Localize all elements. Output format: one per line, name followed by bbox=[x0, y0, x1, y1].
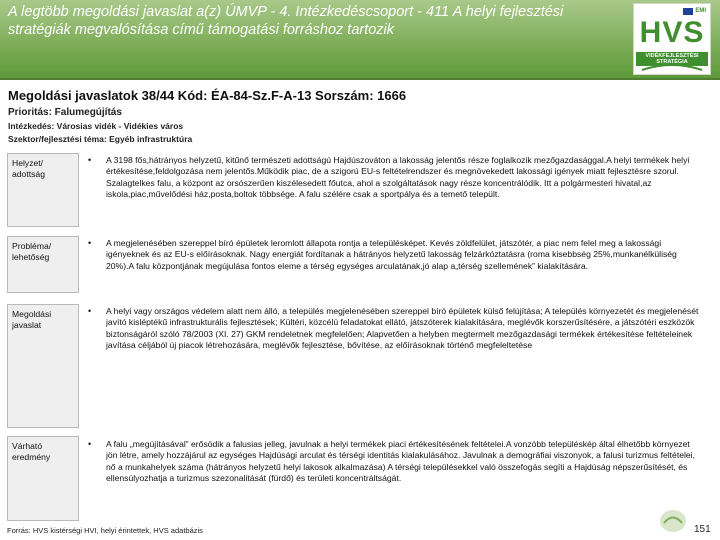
leaf-icon bbox=[640, 62, 704, 72]
header-title: A legtöbb megoldási javaslat a(z) ÚMVP - 4. Intézkedéscsoport - 411 A helyi fejlesztési stratégiák megvalósítása című támogatási forráshoz tartozik bbox=[8, 4, 564, 38]
row-text-result-content: A falu „megújításával” erősödik a falusias jelleg, javulnak a helyi termékek piaci értékesítésének feltételei.A vonzóbb településkép által élhetőbb környezet jön létre, amely hozzájárul az egységes Hajdúsági arculat és térségi identitás kialakulásához. Javulnak a demográfiai viszonyok, a falusi turizmus feltételei, nő a munkahelyek száma (hátrányos helyzetű helyi lakosok alkalmazása) A térségi településekkel való összefogás segíti a Hajdúság népszerűsítését, és ellensúlyozhatja a turizmus szezonalitását (fürdő) és területi koncentráltságát. bbox=[106, 439, 695, 483]
footer-source: Forrás: HVS kistérségi HVI, helyi érintettek, HVS adatbázis bbox=[7, 526, 203, 535]
logo-sub-text: VIDÉKFEJLESZTÉSI STRATÉGIA bbox=[636, 52, 708, 66]
bullet-icon: • bbox=[88, 155, 92, 165]
row-label-result: Várható eredmény bbox=[7, 436, 79, 521]
priority-line: Prioritás: Falumegújítás bbox=[8, 107, 122, 118]
row-text-solution-content: A helyi vagy országos védelem alatt nem álló, a település megjelenésében szereppel bíró épületek külső felújítása; A település környezetét és megjelenését javító kisléptékű infrastrukturális fejlesztések; Kültéri, közcélú feladatokat ellátó, játszóterek kialakítására, meglévők korszerűsítésére, a játszótéri eszközök biztonságáról szóló 78/2003 (XI. 27) GKM rendeletnek megfelelően; Alapvetően a helyben megtermelt mezőgazdasági termékek értékesítése feltételeinek javítása céljából új piacok létrehozására, meglévők fejlesztése, bővítése, az előírásoknak történő megfeleltetése bbox=[106, 306, 699, 350]
row-text-situation bbox=[86, 155, 701, 200]
eu-flag-icon bbox=[683, 8, 693, 15]
logo-top-text: EMI bbox=[695, 8, 706, 14]
row-text-result bbox=[86, 439, 701, 484]
row-text-solution bbox=[86, 306, 701, 351]
row-text-situation-content: A 3198 fős,hátrányos helyzetű, kitűnő természeti adottságú Hajdúszováton a lakosság jelentős része foglalkozik mezőgazdasággal.A helyi termékek helyi értékesítése,feldolgozása nem jelentős.Működik piac, de a szigorú EU-s feltételrendszer és megnövekedett lakossági igények miatt fejlesztésre szorul. Szalagtelkes falu, a központ az orsószerűen kiszélesedett főutca, ahol a szolgáltatások nagy része koncentrálódik. Itt a polgármesteri hivatal,az iskola,piac,művelődési ház,posta,boltok többsége. A falu szélére csak a sportpálya és a temető települt. bbox=[106, 155, 690, 199]
bullet-icon: • bbox=[88, 238, 92, 248]
measure-line: Intézkedés: Városias vidék - Vidékies város bbox=[8, 121, 184, 131]
bullet-icon: • bbox=[88, 439, 92, 449]
row-label-problem: Probléma/ lehetőség bbox=[7, 236, 79, 293]
page-number: 151 bbox=[694, 524, 711, 535]
bullet-icon: • bbox=[88, 306, 92, 316]
sector-line: Szektor/fejlesztési téma: Egyéb infrastruktúra bbox=[8, 134, 193, 144]
row-text-problem bbox=[86, 238, 701, 272]
row-label-solution: Megoldási javaslat bbox=[7, 304, 79, 428]
header-banner bbox=[0, 0, 720, 80]
page-title: Megoldási javaslatok 38/44 Kód: ÉA-84-Sz.F-A-13 Sorszám: 1666 bbox=[8, 88, 407, 103]
row-label-situation: Helyzet/ adottság bbox=[7, 153, 79, 227]
logo-main-text: HVS bbox=[639, 16, 705, 49]
footer-logo-icon bbox=[658, 508, 688, 534]
hvs-logo bbox=[633, 3, 711, 75]
row-text-problem-content: A megjelenésében szereppel bíró épületek leromlott állapota rontja a településképet. Kevés zöldfelület, játszótér, a piac nem felel meg a lakossági igényeknek és az EU-s előírásoknak. Nagy energiát fordítanak a hátrányos helyzetű lakosság felzárkóztatásra (roma kisebbség 25%,munkanélküliség 20%).A falu központjának megújulása fontos eleme a térség egységes arculatának,jó alap a„térség szellemének” kialakítására. bbox=[106, 238, 677, 271]
